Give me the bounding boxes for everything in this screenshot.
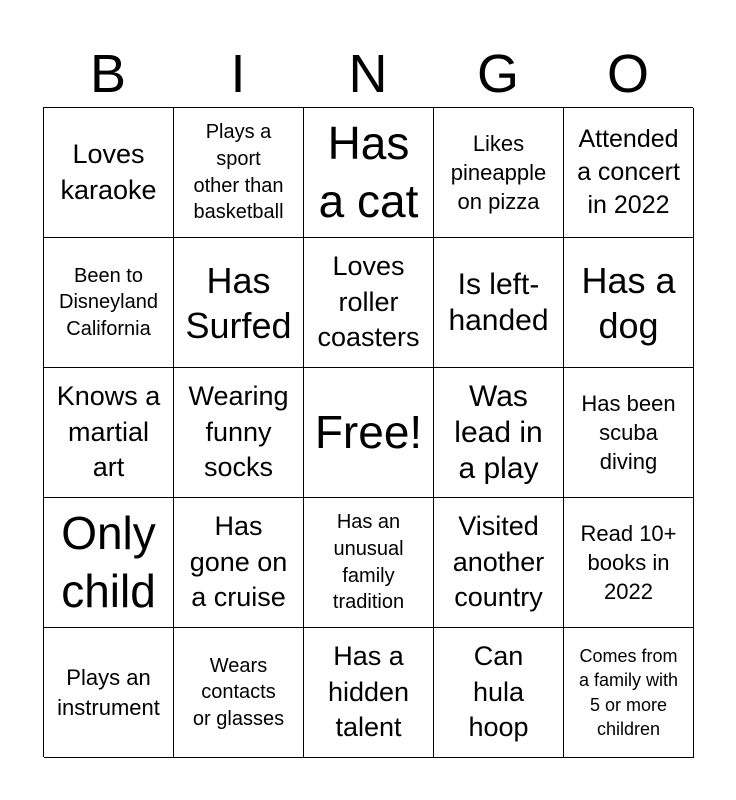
- bingo-cell[interactable]: [174, 108, 304, 238]
- bingo-cell[interactable]: [44, 628, 174, 758]
- header-letter-i: I: [230, 44, 246, 104]
- cell-text: Has been scuba diving: [581, 390, 676, 475]
- bingo-cell[interactable]: [44, 238, 174, 368]
- bingo-cell[interactable]: [44, 108, 174, 238]
- cell-text: Has a hidden talent: [327, 640, 410, 743]
- header-letter-g: G: [476, 44, 519, 104]
- header-letter-n: N: [348, 44, 388, 104]
- cell-text: Has an unusual family tradition: [332, 511, 405, 614]
- bingo-cell[interactable]: [564, 368, 694, 498]
- bingo-cell[interactable]: [564, 108, 694, 238]
- bingo-cell[interactable]: [174, 238, 304, 368]
- cell-text: Has a dog: [581, 259, 676, 346]
- bingo-cell[interactable]: [304, 238, 434, 368]
- bingo-cell[interactable]: [44, 368, 174, 498]
- bingo-cell[interactable]: [174, 498, 304, 628]
- bingo-cell[interactable]: [564, 628, 694, 758]
- cell-text: Knows a martial art: [56, 380, 161, 483]
- bingo-cell[interactable]: [434, 498, 564, 628]
- cell-text: Has gone on a cruise: [189, 510, 288, 613]
- bingo-header: [43, 40, 693, 108]
- cell-text: Wears contacts or glasses: [192, 654, 285, 730]
- cell-text: Has a cat: [318, 117, 419, 227]
- cell-text: Has Surfed: [185, 259, 292, 346]
- bingo-cell[interactable]: [434, 628, 564, 758]
- bingo-cell[interactable]: [304, 498, 434, 628]
- cell-text: Attended a concert in 2022: [577, 125, 680, 219]
- cell-text: Comes from a family with 5 or more children: [578, 645, 679, 739]
- cell-text: Wearing funny socks: [188, 380, 289, 483]
- bingo-cell[interactable]: [434, 238, 564, 368]
- bingo-cell[interactable]: [304, 628, 434, 758]
- cell-text: Visited another country: [452, 510, 545, 613]
- header-letter-b: B: [89, 44, 127, 104]
- bingo-cell[interactable]: [564, 498, 694, 628]
- bingo-cell[interactable]: [174, 368, 304, 498]
- cell-text: Plays an instrument: [57, 665, 160, 720]
- free-space-text: Free!: [314, 405, 423, 458]
- bingo-cell[interactable]: [564, 238, 694, 368]
- cell-text: Only child: [61, 507, 156, 617]
- bingo-cell[interactable]: [434, 108, 564, 238]
- cell-text: Plays a sport other than basketball: [193, 121, 284, 224]
- cell-text: Was lead in a play: [454, 379, 543, 485]
- bingo-cell[interactable]: [44, 498, 174, 628]
- bingo-cell[interactable]: [304, 108, 434, 238]
- cell-text: Likes pineapple on pizza: [450, 130, 547, 215]
- bingo-card-grid: [43, 107, 693, 757]
- bingo-cell[interactable]: [434, 368, 564, 498]
- bingo-cell[interactable]: [174, 628, 304, 758]
- header-letter-o: O: [606, 44, 649, 104]
- cell-text: Can hula hoop: [468, 640, 529, 743]
- cell-text: Loves roller coasters: [317, 250, 420, 353]
- cell-text: Is left- handed: [448, 267, 549, 337]
- cell-text: Loves karaoke: [60, 138, 157, 205]
- free-space-cell[interactable]: [304, 368, 434, 498]
- cell-text: Been to Disneyland California: [59, 264, 158, 340]
- cell-text: Read 10+ books in 2022: [580, 520, 677, 605]
